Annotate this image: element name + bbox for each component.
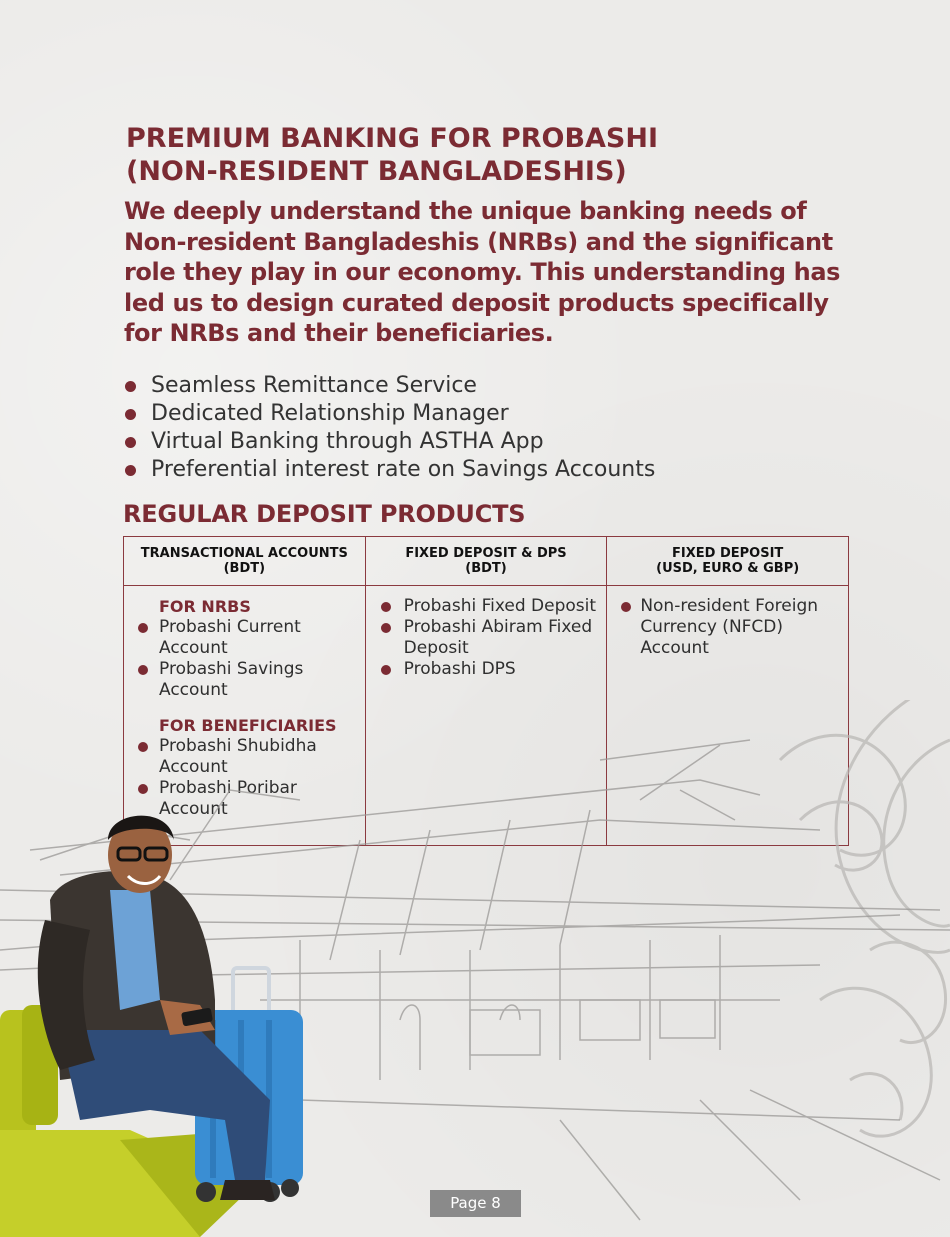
bullet-icon — [138, 623, 148, 633]
item-label: Non-resident Foreign Currency (NFCD) Account — [640, 596, 819, 658]
intro-paragraph: We deeply understand the unique banking needs of Non-resident Bangladeshis (NRBs) and the significant role they play in our economy. This understanding has led us to design curated deposit products specifically for NRBs and their beneficiaries. — [124, 197, 841, 347]
feature-label: Dedicated Relationship Manager — [151, 401, 509, 426]
fd-dps-list — [366, 596, 607, 680]
header-fixed-deposit-dps — [365, 537, 607, 586]
group-title-beneficiaries: FOR BENEFICIARIES — [159, 716, 337, 735]
item-label: Probashi DPS — [403, 659, 516, 679]
header-transactional-accounts — [124, 537, 366, 586]
feature-item — [124, 428, 655, 456]
feature-label: Preferential interest rate on Savings Accounts — [151, 457, 656, 482]
feature-list — [124, 372, 655, 484]
bullet-icon — [125, 465, 136, 476]
nrb-account-list — [124, 617, 365, 701]
item-label: Probashi Current Account — [159, 617, 301, 658]
item-label: Probashi Poribar Account — [159, 778, 297, 819]
list-item — [366, 617, 607, 659]
bullet-icon — [125, 409, 136, 420]
list-item — [607, 596, 848, 659]
feature-item — [124, 372, 655, 400]
traveler-airport-illustration — [0, 700, 950, 1237]
item-label: Probashi Abiram Fixed Deposit — [403, 617, 593, 658]
list-item — [366, 659, 607, 680]
feature-item — [124, 400, 655, 428]
header-line: TRANSACTIONAL ACCOUNTS — [140, 546, 348, 561]
section-title: REGULAR DEPOSIT PRODUCTS — [123, 500, 526, 528]
item-label: Probashi Shubidha Account — [159, 736, 317, 777]
page-number-badge: Page 8 — [430, 1190, 521, 1217]
header-fixed-deposit-foreign — [607, 537, 849, 586]
group-title-nrbs: FOR NRBS — [159, 597, 251, 616]
bullet-icon — [125, 437, 136, 448]
header-line: (BDT) — [223, 561, 266, 576]
bullet-icon — [621, 602, 631, 612]
bullet-icon — [381, 602, 391, 612]
header-line: FIXED DEPOSIT — [672, 546, 784, 561]
header-line: (USD, EURO & GBP) — [656, 561, 800, 576]
bullet-icon — [138, 665, 148, 675]
page-title — [126, 122, 846, 188]
title-line-2: (NON-RESIDENT BANGLADESHIS) — [126, 156, 627, 187]
bullet-icon — [125, 381, 136, 392]
feature-label: Virtual Banking through ASTHA App — [151, 429, 544, 454]
list-item — [366, 596, 607, 617]
title-line-1: PREMIUM BANKING FOR PROBASHI — [126, 123, 659, 154]
feature-label: Seamless Remittance Service — [151, 373, 477, 398]
list-item — [124, 617, 365, 659]
feature-item — [124, 456, 655, 484]
item-label: Probashi Fixed Deposit — [403, 596, 597, 616]
bullet-icon — [381, 623, 391, 633]
foreign-fd-list — [607, 596, 848, 659]
header-line: (BDT) — [465, 561, 507, 576]
decorative-swirl — [780, 700, 950, 1136]
item-label: Probashi Savings Account — [159, 659, 304, 700]
table-header-row — [124, 537, 849, 586]
bullet-icon — [381, 665, 391, 675]
list-item — [124, 659, 365, 701]
header-line: FIXED DEPOSIT & DPS — [405, 546, 567, 561]
